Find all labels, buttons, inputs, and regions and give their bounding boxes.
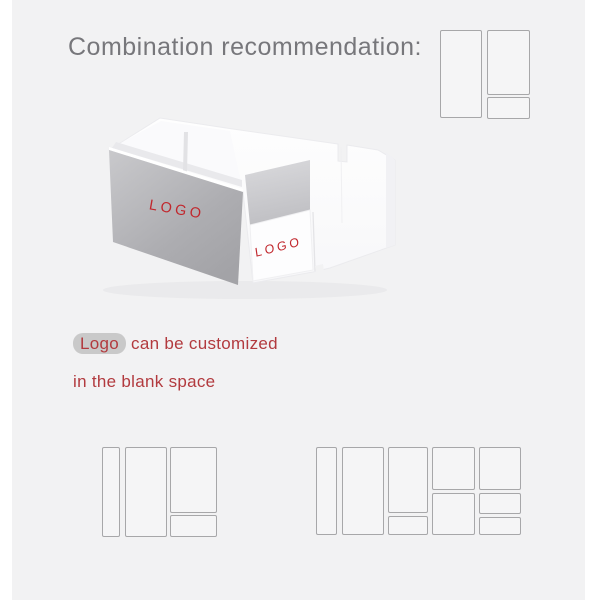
diagram-cell [487,30,530,95]
diagram-cell [316,447,337,535]
product-photo [60,95,410,305]
diagram-cell [432,493,475,535]
logo-right-text: LOGO [254,234,303,260]
diagram-cell [170,447,217,513]
diagram-cell [432,447,475,490]
diagram-cell [388,447,428,513]
diagram-cell [479,447,521,490]
caption [73,325,333,401]
diagram-cell [440,30,482,118]
combination-diagram-bottom-right [316,447,522,535]
diagram-cell [388,516,428,535]
diagram-cell [342,447,384,535]
diagram-cell [102,447,120,537]
product-shadow [103,281,387,299]
page-title: Combination recommendation: [68,33,422,61]
diagram-cell [487,97,530,119]
diagram-cell [479,517,521,535]
caption-line-1 [73,325,333,363]
combination-diagram-bottom-left [102,447,217,537]
logo-left-text: LOGO [147,197,206,223]
caption-line-2: in the blank space [73,372,216,391]
diagram-cell [170,515,217,537]
combination-diagram-top-right [440,30,530,119]
caption-line-1-rest: can be customized [126,334,278,353]
diagram-cell [479,493,521,514]
diagram-cell [125,447,167,537]
caption-logo-highlight: Logo [73,333,126,354]
